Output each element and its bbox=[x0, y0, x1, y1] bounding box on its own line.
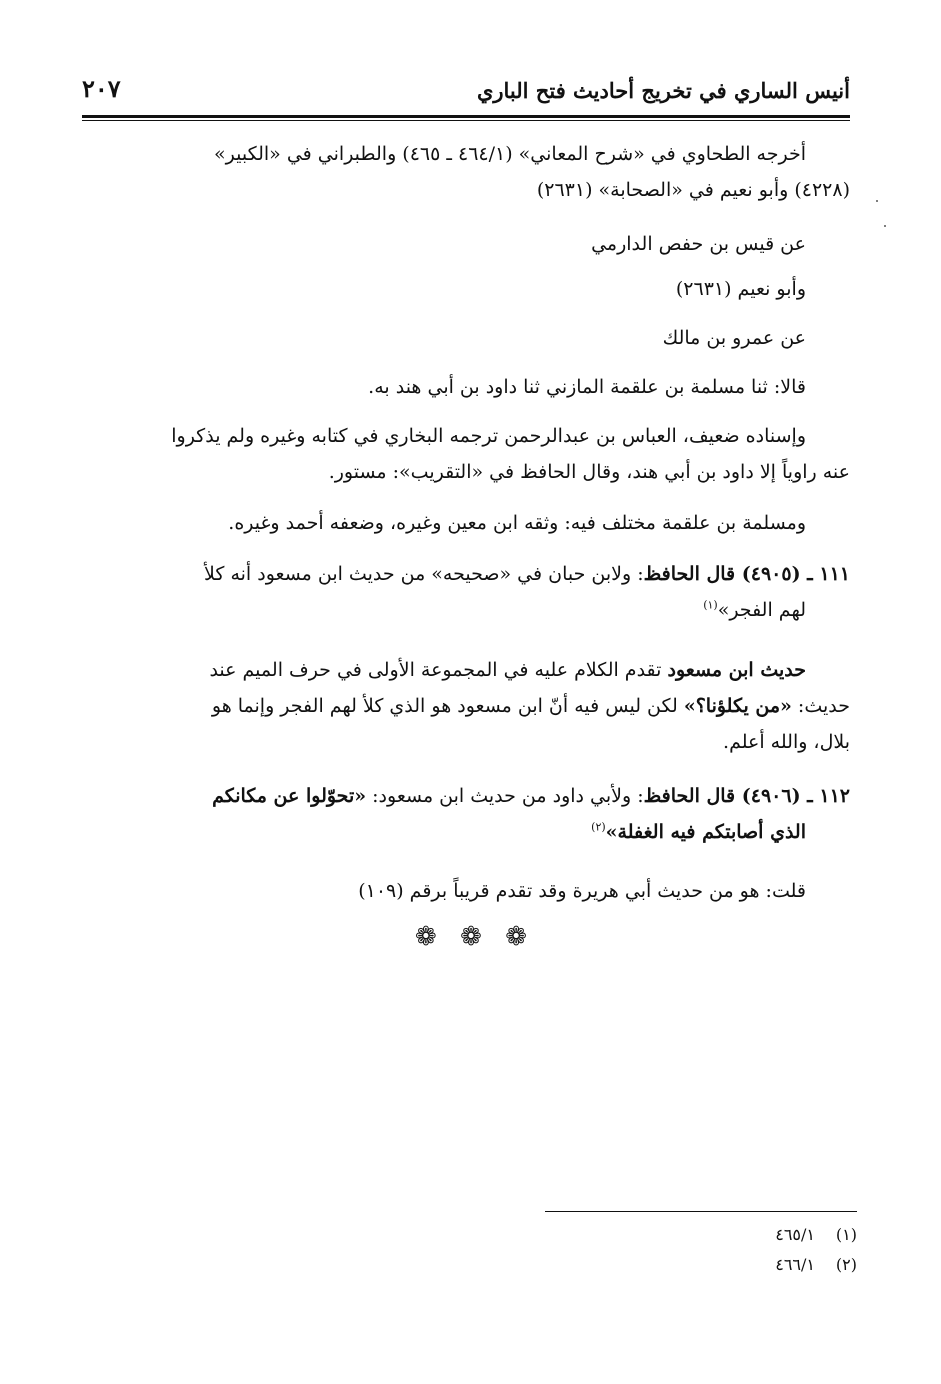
footnote-text: ٤٦٥/١ bbox=[775, 1225, 815, 1244]
paragraph-isnad-grading bbox=[82, 418, 850, 490]
text-line bbox=[82, 652, 850, 688]
bold-phrase: «من يكلؤنا؟» bbox=[683, 695, 792, 717]
entry-text: لهم الفجر» bbox=[717, 599, 806, 621]
entry-text: تقدم الكلام عليه في المجموعة الأولى في حرف الميم عند bbox=[209, 659, 668, 681]
text-line: وإسناده ضعيف، العباس بن عبدالرحمن ترجمه البخاري في كتابه وغيره ولم يذكروا bbox=[171, 425, 806, 447]
footnotes bbox=[775, 1220, 857, 1280]
flower-ornament-icon: ❁ bbox=[505, 922, 527, 952]
entry-text: حديث: bbox=[791, 695, 850, 717]
text-line bbox=[82, 688, 850, 724]
paragraph-commentary-111 bbox=[82, 652, 850, 760]
page-header bbox=[82, 74, 850, 114]
hadith-entry-112 bbox=[82, 778, 850, 850]
text-line bbox=[82, 556, 850, 592]
section-ornament bbox=[415, 922, 527, 952]
text-line: ومسلمة بن علقمة مختلف فيه: وثقه ابن معين وغيره، وضعفه أحمد وغيره. bbox=[228, 512, 806, 534]
text-line: عنه راوياً إلا داود بن أبي هند، وقال الحافظ في «التقريب»: مستور. bbox=[328, 461, 850, 483]
footnote-mark: (٢) bbox=[835, 1255, 857, 1274]
flower-ornament-icon: ❁ bbox=[460, 922, 482, 952]
paragraph-chain-3 bbox=[82, 320, 850, 356]
paragraph-takhrij bbox=[82, 136, 850, 208]
text-line: عن قيس بن حفص الدارمي bbox=[591, 233, 806, 255]
text-line: أخرجه الطحاوي في «شرح المعاني» (٤٦٤/١ ـ ٤٦٥) والطبراني في «الكبير» bbox=[214, 143, 806, 165]
bold-phrase: الذي أصابتكم فيه الغفلة» bbox=[605, 821, 806, 843]
text-line: (٤٢٢٨) وأبو نعيم في «الصحابة» (٢٦٣١) bbox=[536, 179, 850, 201]
text-line bbox=[82, 592, 850, 628]
paragraph-chain-1 bbox=[82, 226, 850, 262]
footnote-ref: (٢) bbox=[591, 820, 606, 834]
text-line: وأبو نعيم (٢٦٣١) bbox=[675, 278, 806, 300]
text-line bbox=[82, 778, 850, 814]
entry-text: : ولأبي داود من حديث ابن مسعود: bbox=[366, 785, 644, 807]
page-number: ٢٠٧ bbox=[82, 74, 121, 103]
footnote-ref: (١) bbox=[703, 598, 718, 612]
paragraph-chain-2 bbox=[82, 271, 850, 307]
bold-phrase: حديث ابن مسعود bbox=[667, 659, 806, 681]
footnote-mark: (١) bbox=[835, 1225, 857, 1244]
paragraph-maslama bbox=[82, 505, 850, 541]
footnote-rule bbox=[545, 1211, 857, 1212]
paragraph-chain-4 bbox=[82, 369, 850, 405]
scan-speck bbox=[876, 200, 878, 202]
paragraph-note-112 bbox=[82, 873, 850, 909]
entry-text: لكن ليس فيه أنّ ابن مسعود هو الذي كلأ لهم الفجر وإنما هو bbox=[211, 695, 684, 717]
entry-heading: ١١٢ ـ (٤٩٠٦) قال الحافظ bbox=[643, 785, 850, 807]
text-line: عن عمرو بن مالك bbox=[662, 327, 806, 349]
footnote-text: ٤٦٦/١ bbox=[775, 1255, 815, 1274]
running-title: أنيس الساري في تخريج أحاديث فتح الباري bbox=[476, 78, 850, 103]
footnote-item bbox=[775, 1220, 857, 1250]
scan-speck bbox=[884, 225, 886, 227]
text-line: قالا: ثنا مسلمة بن علقمة المازني ثنا داود بن أبي هند به. bbox=[368, 376, 806, 398]
hadith-entry-111 bbox=[82, 556, 850, 628]
entry-heading: ١١١ ـ (٤٩٠٥) قال الحافظ bbox=[643, 563, 850, 585]
footnote-item bbox=[775, 1250, 857, 1280]
bold-phrase: «تحوّلوا عن مكانكم bbox=[212, 785, 367, 807]
flower-ornament-icon: ❁ bbox=[415, 922, 437, 952]
text-line: بلال، والله أعلم. bbox=[723, 731, 850, 753]
entry-text: : ولابن حبان في «صحيحه» من حديث ابن مسعود أنه كلأ bbox=[204, 563, 644, 585]
text-line: قلت: هو من حديث أبي هريرة وقد تقدم قريباً برقم (١٠٩) bbox=[358, 880, 806, 902]
header-rule bbox=[82, 115, 850, 121]
text-line bbox=[82, 814, 850, 850]
